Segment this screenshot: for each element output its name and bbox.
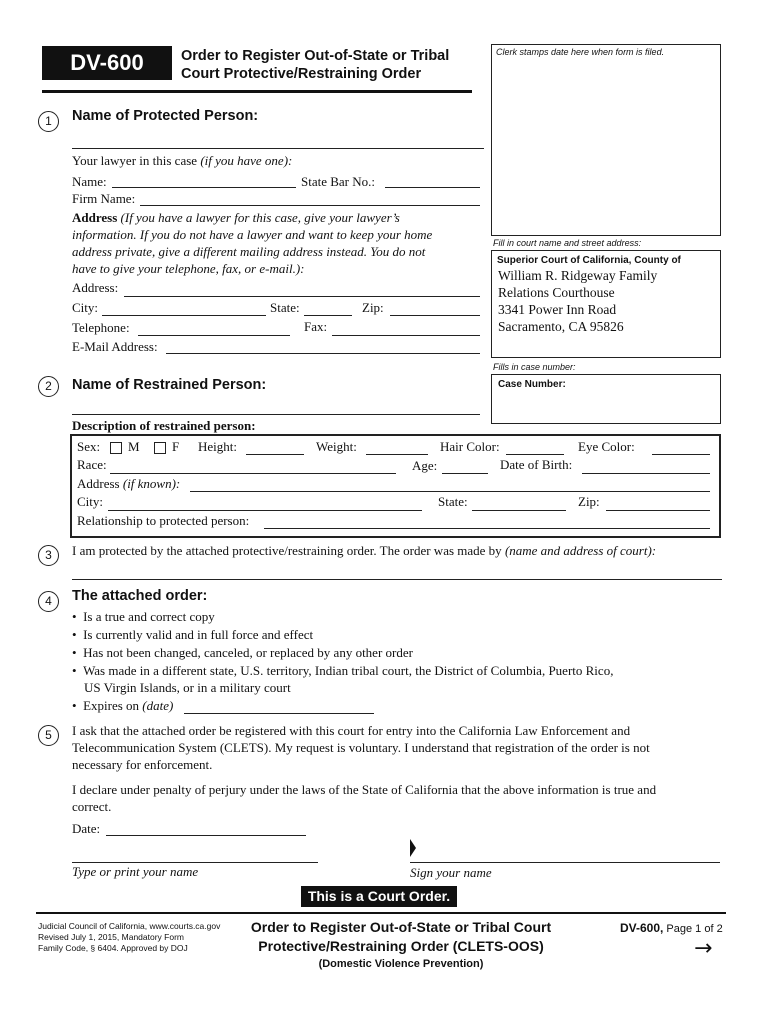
address-italic-1: (If you have a lawyer for this case, give your lawyer’s xyxy=(117,210,400,225)
relationship-field[interactable] xyxy=(264,528,710,529)
bullet-item: • Is currently valid and in full force and effect xyxy=(72,627,314,642)
sex-m-label: M xyxy=(128,439,140,454)
relationship-label: Relationship to protected person: xyxy=(77,513,250,528)
protected-name-field[interactable] xyxy=(72,148,484,149)
email-label: E-Mail Address: xyxy=(72,339,158,354)
lawyer-name-field[interactable] xyxy=(112,187,296,188)
email-field[interactable] xyxy=(166,353,480,354)
section-3-number: 3 xyxy=(38,545,59,566)
address-instructions-3 xyxy=(72,244,425,260)
height-label: Height: xyxy=(198,439,237,454)
clerk-stamp-note: Clerk stamps date here when form is filed. xyxy=(496,47,665,57)
issuing-court-field[interactable] xyxy=(72,579,722,580)
address-instructions-2 xyxy=(72,227,432,243)
clerk-stamp-box xyxy=(491,44,721,236)
case-box-heading: Case Number: xyxy=(498,379,566,390)
case-number-box[interactable] xyxy=(491,374,721,424)
address-italic-4: have to give your telephone, fax, or e-mail.): xyxy=(72,261,305,276)
footer-form-code: DV-600, xyxy=(620,921,664,935)
telephone-label: Telephone: xyxy=(72,320,130,335)
signature-arrow-icon xyxy=(410,839,416,857)
height-field[interactable] xyxy=(246,454,304,455)
header-rule xyxy=(42,90,472,93)
restrained-city-label: City: xyxy=(77,494,104,509)
restrained-address-field[interactable] xyxy=(190,491,710,492)
restrained-address-italic: (if known): xyxy=(122,476,181,491)
restrained-address-label xyxy=(77,476,180,492)
type-name-caption: Type or print your name xyxy=(72,864,199,879)
expires-item: • Expires on (date) xyxy=(72,698,174,713)
restrained-city-field[interactable] xyxy=(108,510,422,511)
section-5-para-3: necessary for enforcement. xyxy=(72,757,213,772)
case-box-label: Fills in case number: xyxy=(493,362,576,372)
restrained-zip-label: Zip: xyxy=(578,494,600,509)
date-label: Date: xyxy=(72,821,101,836)
court-order-banner xyxy=(301,886,457,907)
sex-f-checkbox[interactable] xyxy=(154,442,166,454)
court-order-text: This is a Court Order. xyxy=(307,888,451,904)
address-instructions-1 xyxy=(72,210,400,226)
form-code: DV-600 xyxy=(70,50,144,75)
next-page-arrow-icon[interactable]: → xyxy=(694,936,713,961)
dob-field[interactable] xyxy=(582,473,710,474)
signature-field[interactable] xyxy=(410,862,720,863)
lawyer-prefix: Your lawyer in this case xyxy=(72,153,201,168)
zip-label: Zip: xyxy=(362,300,384,315)
section-3-body: I am protected by the attached protective/restraining order. The order was made by xyxy=(72,543,505,558)
footer-left-3: Family Code, § 6404. Approved by DOJ xyxy=(38,943,188,953)
expires-date-field[interactable] xyxy=(184,713,374,714)
section-5-para-2: Telecommunication System (CLETS). My request is voluntary. I understand that registration of the order is not xyxy=(72,740,650,755)
footer-title-2: Protective/Restraining Order (CLETS-OOS) xyxy=(258,938,544,954)
restrained-address-text: Address xyxy=(77,476,123,491)
weight-label: Weight: xyxy=(316,439,357,454)
bullet-item: • Has not been changed, canceled, or replaced by any other order xyxy=(72,645,413,660)
section-3-italic: (name and address of court): xyxy=(504,543,657,558)
age-field[interactable] xyxy=(442,473,488,474)
firm-name-label: Firm Name: xyxy=(72,191,136,206)
footer-left-1: Judicial Council of California, www.courts.ca.gov xyxy=(38,921,221,931)
section-2-title: Name of Restrained Person: xyxy=(72,377,267,393)
lawyer-line xyxy=(72,153,292,169)
state-bar-label: State Bar No.: xyxy=(301,174,376,189)
sex-label: Sex: xyxy=(77,439,101,454)
telephone-field[interactable] xyxy=(138,335,290,336)
footer-page-label: Page 1 of 2 xyxy=(663,923,723,935)
printed-name-field[interactable] xyxy=(72,862,318,863)
section-4-number: 4 xyxy=(38,591,59,612)
court-line-3: 3341 Power Inn Road xyxy=(498,302,617,317)
lawyer-italic: (if you have one): xyxy=(200,153,293,168)
race-label: Race: xyxy=(77,457,107,472)
court-box-label: Fill in court name and street address: xyxy=(493,238,642,248)
address-italic-2: information. If you do not have a lawyer and want to keep your home xyxy=(72,227,433,242)
race-field[interactable] xyxy=(110,473,396,474)
date-field[interactable] xyxy=(106,835,306,836)
footer-title-3: (Domestic Violence Prevention) xyxy=(318,958,484,970)
footer-rule xyxy=(36,912,726,914)
hair-color-field[interactable] xyxy=(506,454,564,455)
declaration-1: I declare under penalty of perjury under the laws of the State of California that the above information is true and xyxy=(72,782,657,797)
sex-m-checkbox[interactable] xyxy=(110,442,122,454)
section-2-number: 2 xyxy=(38,376,59,397)
court-line-1: William R. Ridgeway Family xyxy=(498,268,658,283)
section-4-title: The attached order: xyxy=(72,588,208,604)
age-label: Age: xyxy=(412,458,438,473)
footer-center xyxy=(226,918,576,972)
bullet-item: • Is a true and correct copy xyxy=(72,609,215,624)
eye-color-label: Eye Color: xyxy=(578,439,635,454)
state-field[interactable] xyxy=(304,315,352,316)
firm-name-field[interactable] xyxy=(140,205,480,206)
sign-name-caption: Sign your name xyxy=(410,865,492,880)
restrained-state-field[interactable] xyxy=(472,510,566,511)
declaration-2: correct. xyxy=(72,799,112,814)
description-title: Description of restrained person: xyxy=(72,418,256,433)
footer-page-info xyxy=(620,921,723,935)
bullet-item: • Was made in a different state, U.S. territory, Indian tribal court, the District of Columbia, Puerto Rico, xyxy=(72,663,614,678)
state-bar-field[interactable] xyxy=(385,187,480,188)
form-title-line2: Court Protective/Restraining Order xyxy=(181,66,422,82)
footer-left-2: Revised July 1, 2015, Mandatory Form xyxy=(38,932,184,942)
court-address-box[interactable] xyxy=(491,250,721,358)
restrained-zip-field[interactable] xyxy=(606,510,710,511)
dob-label: Date of Birth: xyxy=(500,457,573,472)
restrained-name-field[interactable] xyxy=(72,414,480,415)
form-code-badge xyxy=(42,46,172,80)
hair-color-label: Hair Color: xyxy=(440,439,500,454)
address-instructions-4 xyxy=(72,261,304,277)
section-1-title: Name of Protected Person: xyxy=(72,108,259,124)
lawyer-name-label: Name: xyxy=(72,174,107,189)
fax-label: Fax: xyxy=(304,319,328,334)
section-1-number: 1 xyxy=(38,111,59,132)
restrained-state-label: State: xyxy=(438,494,468,509)
city-field[interactable] xyxy=(102,315,266,316)
section-3-text xyxy=(72,543,656,559)
court-line-2: Relations Courthouse xyxy=(498,285,615,300)
address-field[interactable] xyxy=(124,296,480,297)
state-label: State: xyxy=(270,300,300,315)
city-label: City: xyxy=(72,300,99,315)
fax-field[interactable] xyxy=(332,335,480,336)
sex-f-label: F xyxy=(172,439,180,454)
footer-title-1: Order to Register Out-of-State or Tribal Court xyxy=(250,919,552,935)
address-bold: Address xyxy=(72,210,118,225)
form-title-line1: Order to Register Out-of-State or Tribal xyxy=(181,48,450,64)
court-box-heading: Superior Court of California, County of xyxy=(497,255,681,266)
section-5-para-1: I ask that the attached order be registered with this court for entry into the California Law Enforcement and xyxy=(72,723,631,738)
court-line-4: Sacramento, CA 95826 xyxy=(498,319,624,334)
address-label: Address: xyxy=(72,280,119,295)
address-italic-3: address private, give a different mailing address instead. You do not xyxy=(72,244,426,259)
bullet-4-continuation: US Virgin Islands, or in a military court xyxy=(84,680,291,695)
zip-field[interactable] xyxy=(390,315,480,316)
section-5-number: 5 xyxy=(38,725,59,746)
weight-field[interactable] xyxy=(366,454,428,455)
eye-color-field[interactable] xyxy=(652,454,710,455)
